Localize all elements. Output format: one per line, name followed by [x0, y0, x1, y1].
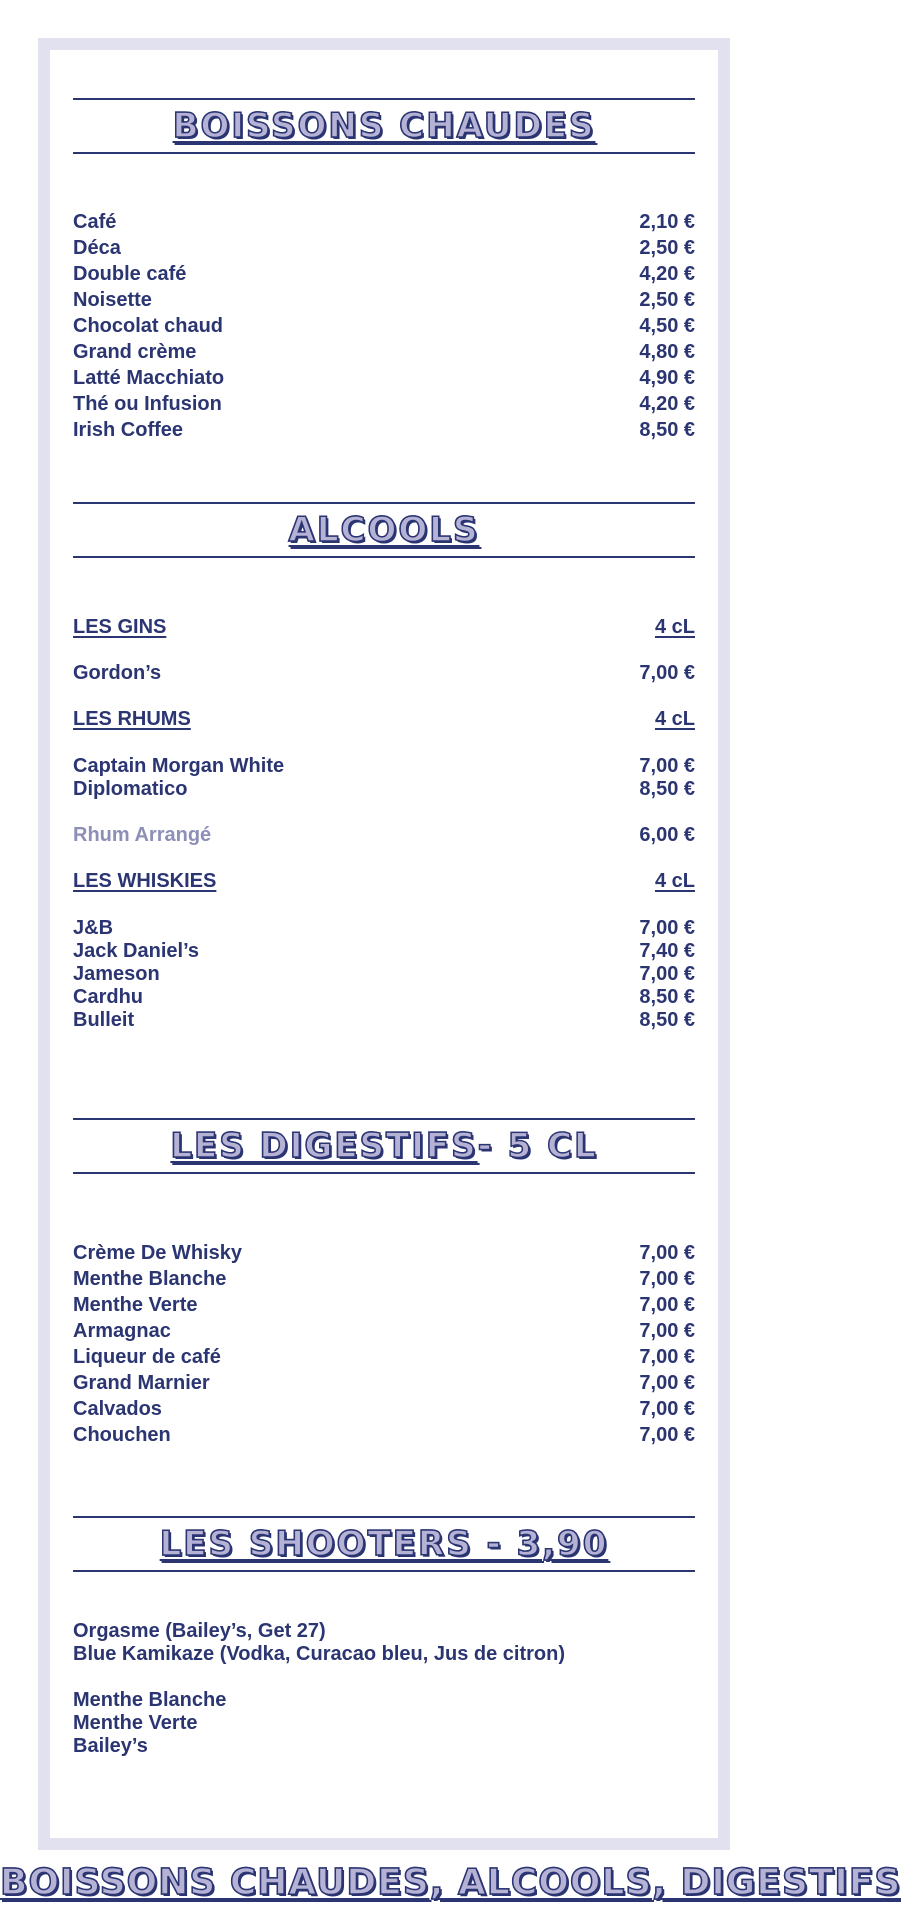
section-title-shooters: LES SHOOTERS - 3,90: [159, 1524, 609, 1564]
menu-item: Déca 2,50 €: [73, 237, 695, 259]
menu-item: Bulleit 8,50 €: [73, 1009, 695, 1031]
menu-item: Double café 4,20 €: [73, 263, 695, 285]
menu-item: Menthe Blanche 7,00 €: [73, 1268, 695, 1290]
shooter-item: Menthe Verte: [73, 1712, 198, 1734]
menu-item: Grand crème 4,80 €: [73, 341, 695, 363]
shooter-item: Bailey’s: [73, 1735, 148, 1757]
shooter-item: Blue Kamikaze (Vodka, Curacao bleu, Jus de citron): [73, 1643, 565, 1665]
section-header-alcools: [73, 502, 695, 558]
shooter-item: Orgasme (Bailey’s, Get 27): [73, 1620, 326, 1642]
section-header-hot-drinks: [73, 98, 695, 154]
menu-item: Diplomatico 8,50 €: [73, 778, 695, 800]
menu-item: J&B 7,00 €: [73, 917, 695, 939]
section-title-digestifs: LES DIGESTIFS- 5 CL: [170, 1126, 598, 1166]
category-gins: LES GINS 4 cL: [73, 616, 695, 638]
menu-item: Irish Coffee 8,50 €: [73, 419, 695, 441]
section-header-shooters: [73, 1516, 695, 1572]
menu-item: Cardhu 8,50 €: [73, 986, 695, 1008]
shooter-item: Menthe Blanche: [73, 1689, 227, 1711]
menu-item: Armagnac 7,00 €: [73, 1320, 695, 1342]
menu-item: Noisette 2,50 €: [73, 289, 695, 311]
footer-title: BOISSONS CHAUDES, ALCOOLS, DIGESTIFS: [0, 1862, 901, 1903]
menu-item: Gordon’s 7,00 €: [73, 662, 695, 684]
section-title-alcools: ALCOOLS: [288, 510, 480, 550]
menu-item: Crème De Whisky 7,00 €: [73, 1242, 695, 1264]
menu-item: Chocolat chaud 4,50 €: [73, 315, 695, 337]
menu-item: Café 2,10 €: [73, 211, 695, 233]
menu-item: Chouchen 7,00 €: [73, 1424, 695, 1446]
menu-item: Calvados 7,00 €: [73, 1398, 695, 1420]
menu-item: Jameson 7,00 €: [73, 963, 695, 985]
menu-item: Thé ou Infusion 4,20 €: [73, 393, 695, 415]
section-header-digestifs: [73, 1118, 695, 1174]
menu-item: Captain Morgan White 7,00 €: [73, 755, 695, 777]
menu-item: Latté Macchiato 4,90 €: [73, 367, 695, 389]
category-rhums: LES RHUMS 4 cL: [73, 708, 695, 730]
footer-caption: [0, 1862, 901, 1903]
section-title-hot-drinks: BOISSONS CHAUDES: [172, 106, 596, 146]
menu-item: Menthe Verte 7,00 €: [73, 1294, 695, 1316]
menu-item: Jack Daniel’s 7,40 €: [73, 940, 695, 962]
menu-item: Liqueur de café 7,00 €: [73, 1346, 695, 1368]
menu-item-rhum-arrange: Rhum Arrangé 6,00 €: [73, 824, 695, 846]
menu-item: Grand Marnier 7,00 €: [73, 1372, 695, 1394]
category-whiskies: LES WHISKIES 4 cL: [73, 870, 695, 892]
